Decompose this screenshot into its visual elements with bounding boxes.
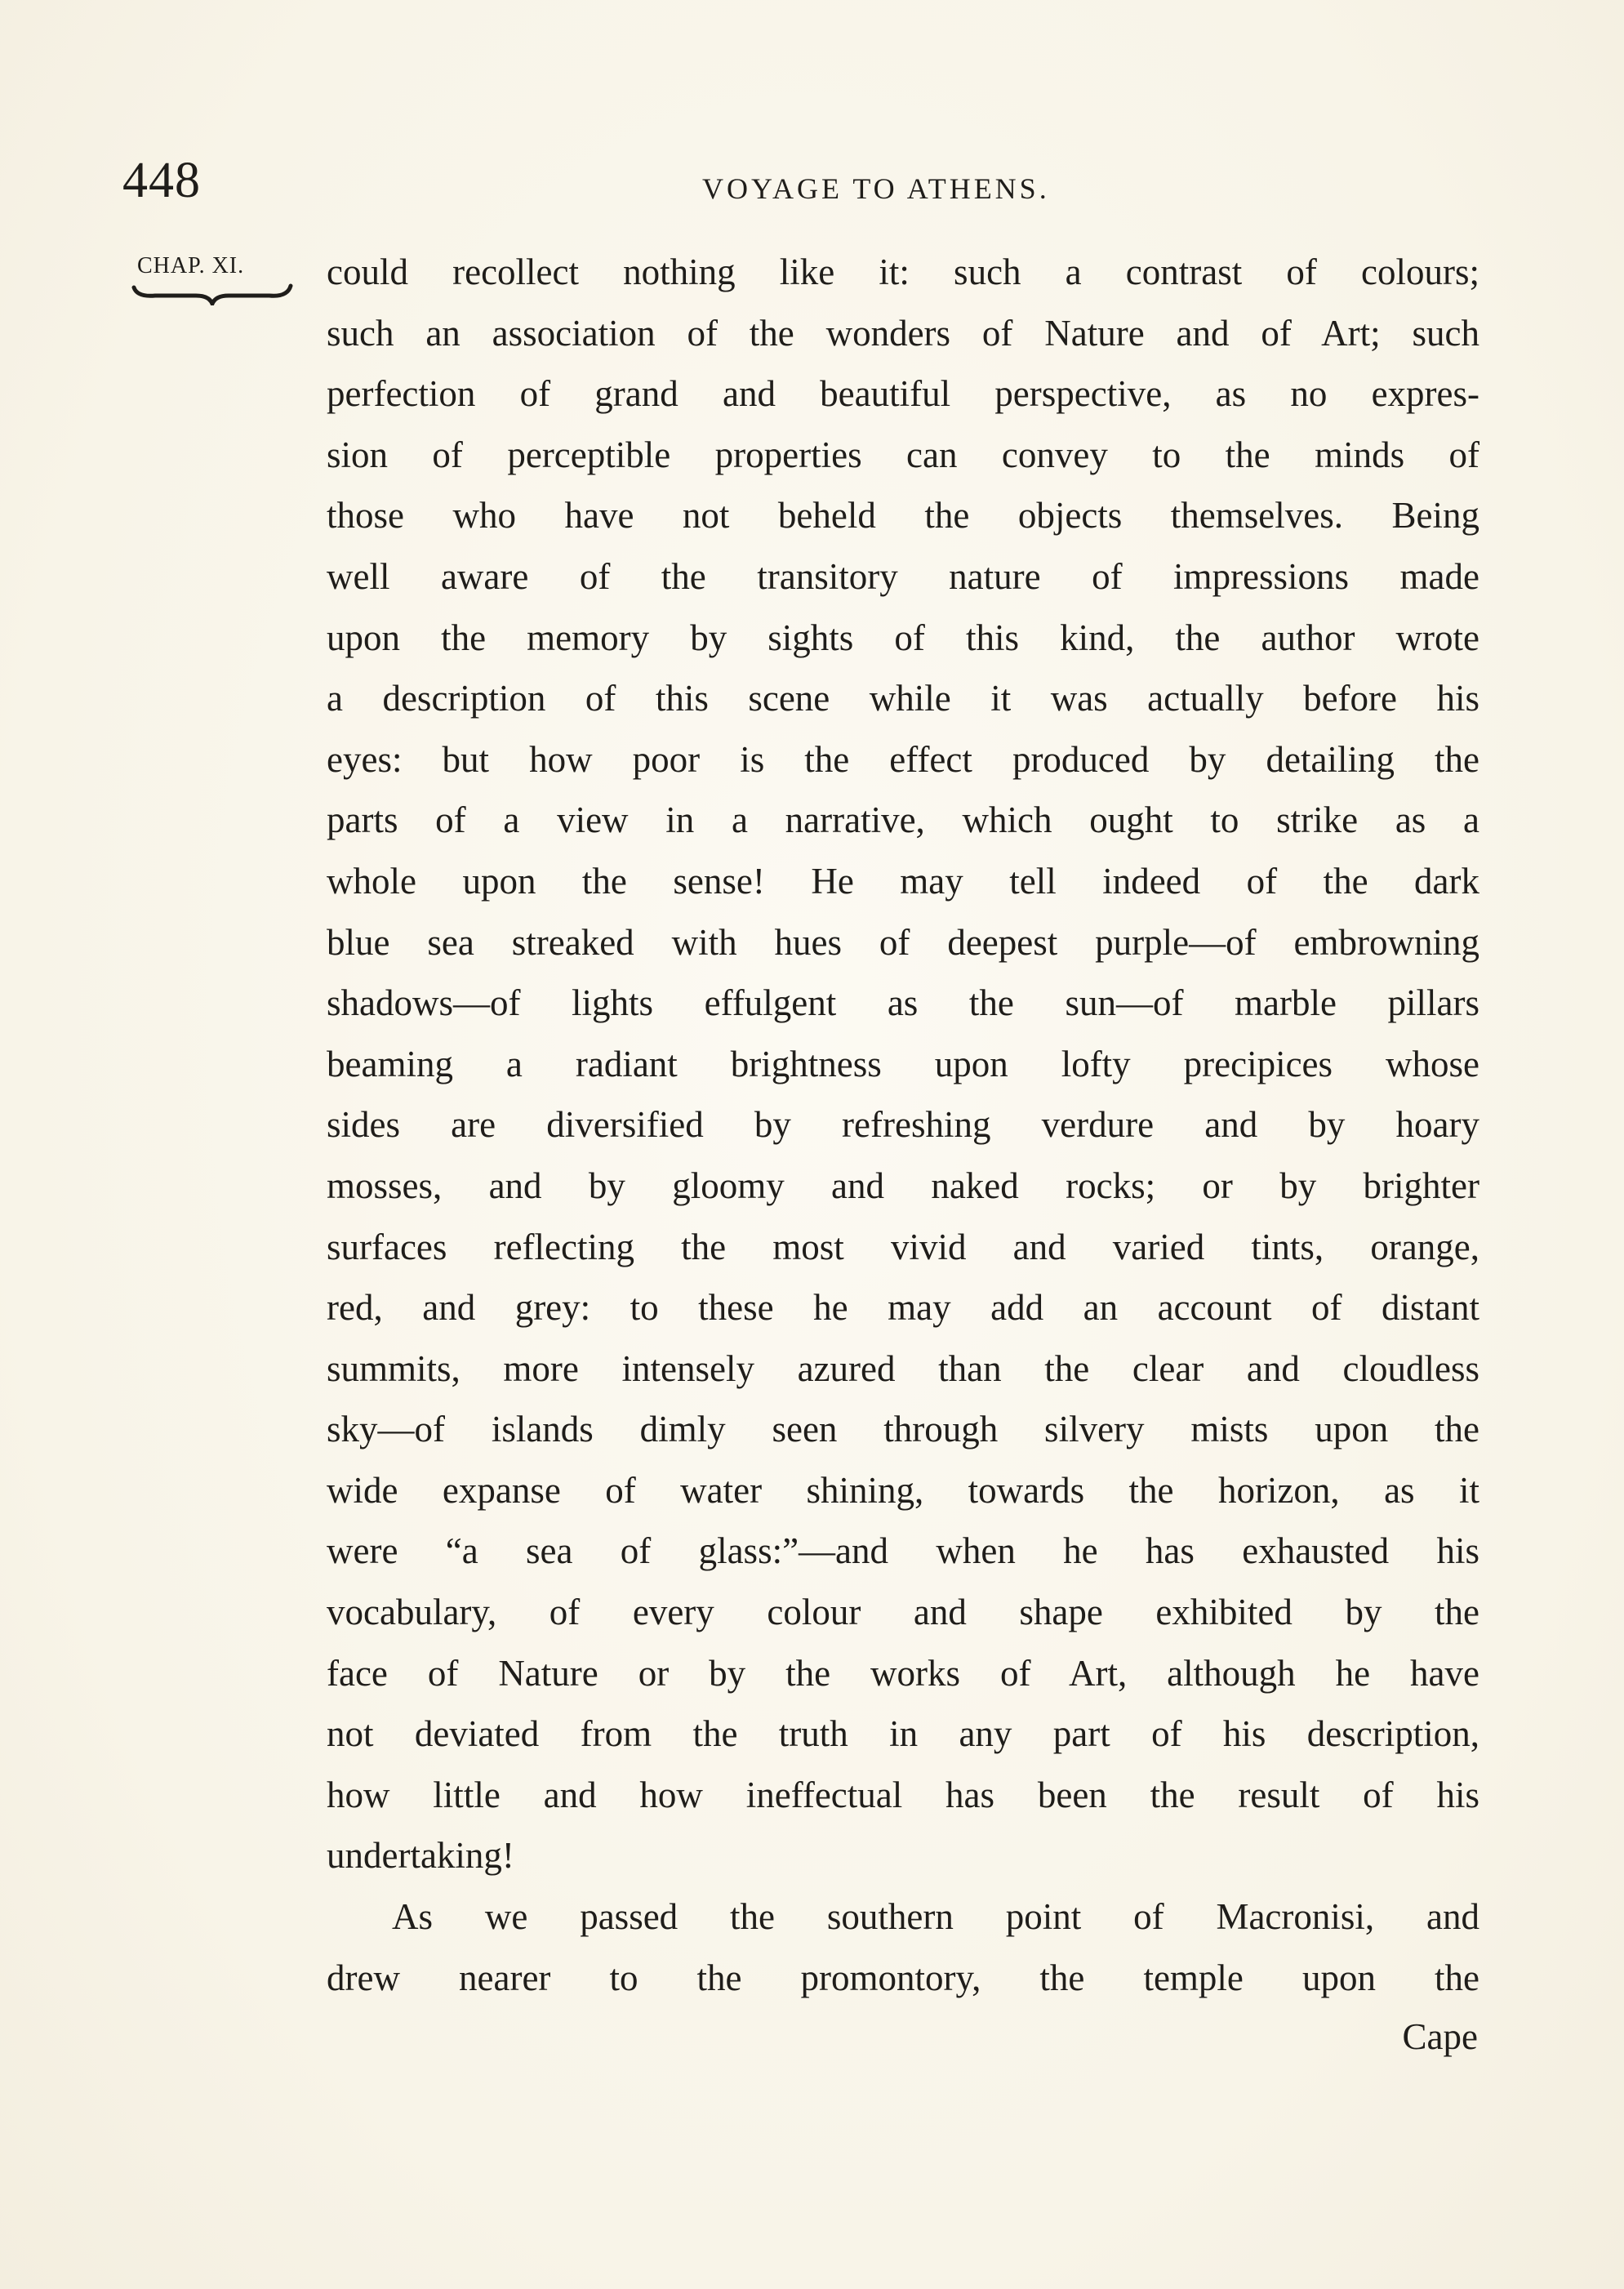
text-line: such an association of the wonders of Nature and of Art; such — [327, 312, 1479, 354]
text-line: not deviated from the truth in any part of his description, — [327, 1713, 1479, 1755]
text-line: vocabulary, of every colour and shape exhibited by the — [327, 1592, 1479, 1633]
text-line: how little and how ineffectual has been the result of his — [327, 1774, 1479, 1815]
text-line: parts of a view in a narrative, which ought to strike as a — [327, 799, 1479, 841]
text-line: perfection of grand and beautiful perspective, as no expres- — [327, 373, 1479, 415]
catchword: Cape — [1402, 2016, 1478, 2057]
text-line: drew nearer to the promontory, the temple upon the — [327, 1957, 1479, 1998]
text-line: shadows—of lights effulgent as the sun—of marble pillars — [327, 982, 1479, 1024]
text-line: beaming a radiant brightness upon lofty precipices whose — [327, 1043, 1479, 1084]
text-line: eyes: but how poor is the effect produced by detailing the — [327, 738, 1479, 780]
page-number: 448 — [122, 153, 201, 208]
paragraph-2 — [327, 1886, 1479, 2008]
brace-icon — [131, 281, 294, 305]
text-line: those who have not beheld the objects themselves. Being — [327, 495, 1479, 537]
text-line: red, and grey: to these he may add an account of distant — [327, 1287, 1479, 1329]
running-title: VOYAGE TO ATHENS. — [702, 172, 1050, 205]
text-line: upon the memory by sights of this kind, the author wrote — [327, 617, 1479, 658]
paragraph-1 — [327, 242, 1479, 1886]
text-line: undertaking! — [327, 1835, 514, 1877]
margin-note — [137, 253, 284, 305]
text-line: wide expanse of water shining, towards the horizon, as it — [327, 1469, 1479, 1511]
text-line: mosses, and by gloomy and naked rocks; or by brighter — [327, 1165, 1479, 1206]
body-text — [327, 242, 1479, 2008]
text-line: sion of perceptible properties can convey to the minds of — [327, 434, 1479, 475]
text-line: As we passed the southern point of Macronisi, and — [392, 1896, 1479, 1938]
text-line: blue sea streaked with hues of deepest purple—of embrowning — [327, 921, 1479, 963]
text-line: sky—of islands dimly seen through silvery mists upon the — [327, 1409, 1479, 1450]
text-line: summits, more intensely azured than the clear and cloudless — [327, 1347, 1479, 1389]
text-line: face of Nature or by the works of Art, although he have — [327, 1652, 1479, 1694]
text-line: surfaces reflecting the most vivid and varied tints, orange, — [327, 1226, 1479, 1267]
text-line: sides are diversified by refreshing verdure and by hoary — [327, 1104, 1479, 1146]
text-line: a description of this scene while it was actually before his — [327, 678, 1479, 719]
text-line: whole upon the sense! He may tell indeed of the dark — [327, 860, 1479, 902]
chapter-label: CHAP. XI. — [137, 253, 245, 278]
text-line: well aware of the transitory nature of impressions made — [327, 555, 1479, 597]
text-line: were “a sea of glass:”—and when he has exhausted his — [327, 1530, 1479, 1572]
text-line: could recollect nothing like it: such a contrast of colours; — [327, 252, 1479, 292]
